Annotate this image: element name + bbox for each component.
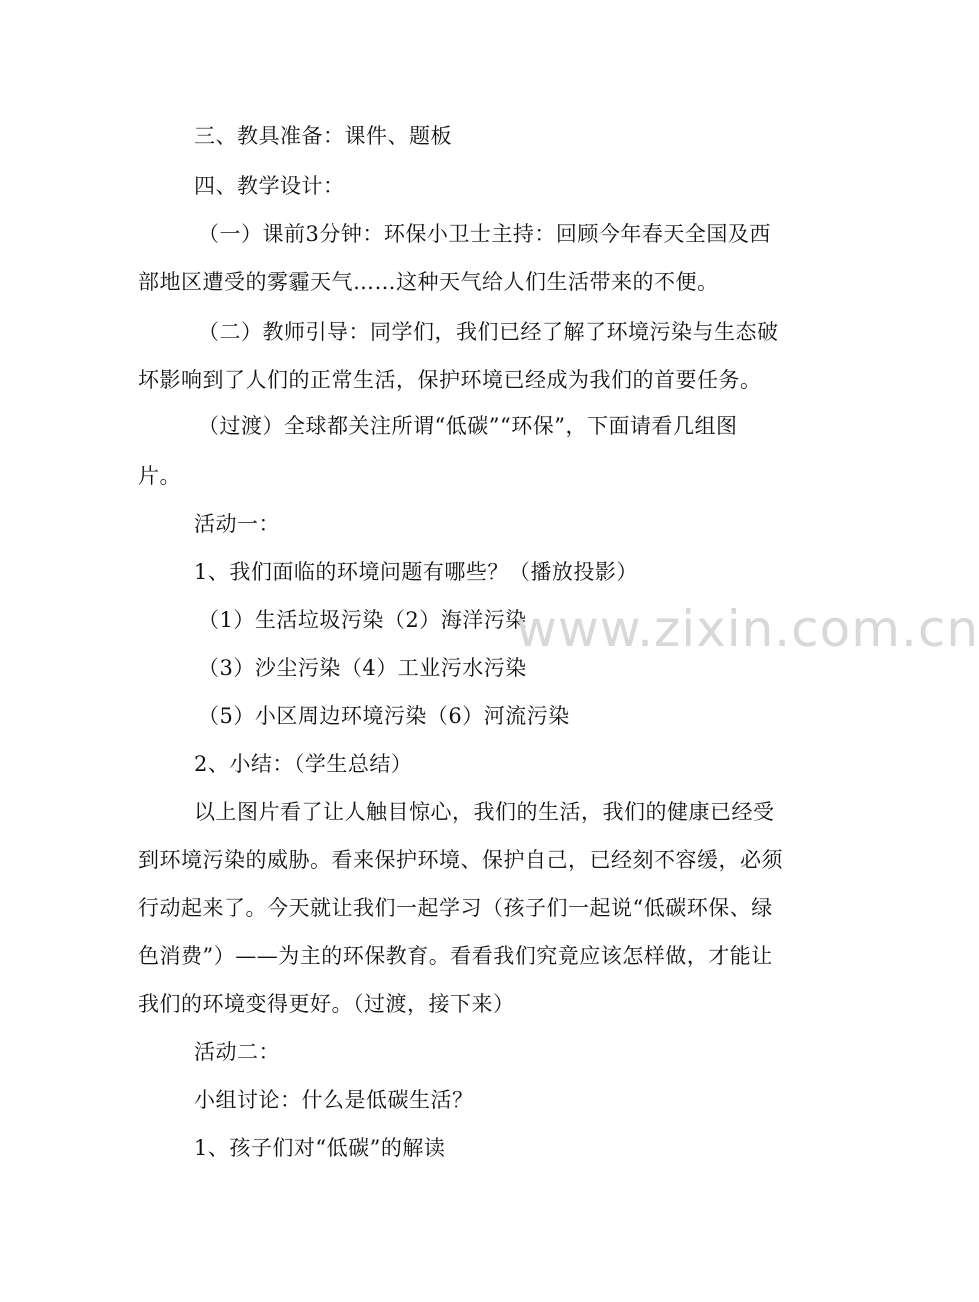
- paragraph-line: 我们的环境变得更好。（过渡，接下来）: [138, 992, 515, 1016]
- paragraph-line: （一）课前3分钟：环保小卫士主持：回顾今年春天全国及西: [198, 222, 771, 246]
- paragraph-line: 坏影响到了人们的正常生活，保护环境已经成为我们的首要任务。: [138, 368, 762, 392]
- list-item: 1、孩子们对“低碳”的解读: [194, 1136, 446, 1160]
- paragraph-line: 到环境污染的威胁。看来保护环境、保护自己，已经刻不容缓，必须: [138, 848, 783, 872]
- list-item: 2、小结：（学生总结）: [194, 752, 413, 776]
- section-heading-teaching-design: 四、教学设计：: [194, 174, 345, 198]
- paragraph-line: 行动起来了。今天就让我们一起学习（孩子们一起说“低碳环保、绿: [138, 896, 773, 920]
- watermark: www.zixin.com.cn: [516, 600, 979, 658]
- list-item: 1、我们面临的环境问题有哪些？（播放投影）: [194, 560, 638, 584]
- paragraph-line: 片。: [138, 464, 181, 488]
- activity-heading: 活动一：: [194, 512, 280, 536]
- section-heading-teaching-aids: 三、教具准备：课件、题板: [194, 124, 452, 148]
- paragraph-line: 以上图片看了让人触目惊心，我们的生活，我们的健康已经受: [194, 800, 775, 824]
- activity-heading: 活动二：: [194, 1040, 280, 1064]
- paragraph-line: 色消费”）——为主的环保教育。看看我们究竟应该怎样做，才能让: [138, 944, 773, 968]
- paragraph-line: （二）教师引导：同学们，我们已经了解了环境污染与生态破: [198, 320, 779, 344]
- paragraph-line: 小组讨论：什么是低碳生活？: [194, 1088, 474, 1112]
- list-item: （3）沙尘污染（4）工业污水污染: [198, 656, 527, 680]
- paragraph-line: （过渡）全球都关注所谓“低碳”“环保”，下面请看几组图: [198, 414, 738, 438]
- list-item: （5）小区周边环境污染（6）河流污染: [198, 704, 570, 728]
- paragraph-line: 部地区遭受的雾霾天气……这种天气给人们生活带来的不便。: [138, 270, 719, 294]
- list-item: （1）生活垃圾污染（2）海洋污染: [198, 608, 527, 632]
